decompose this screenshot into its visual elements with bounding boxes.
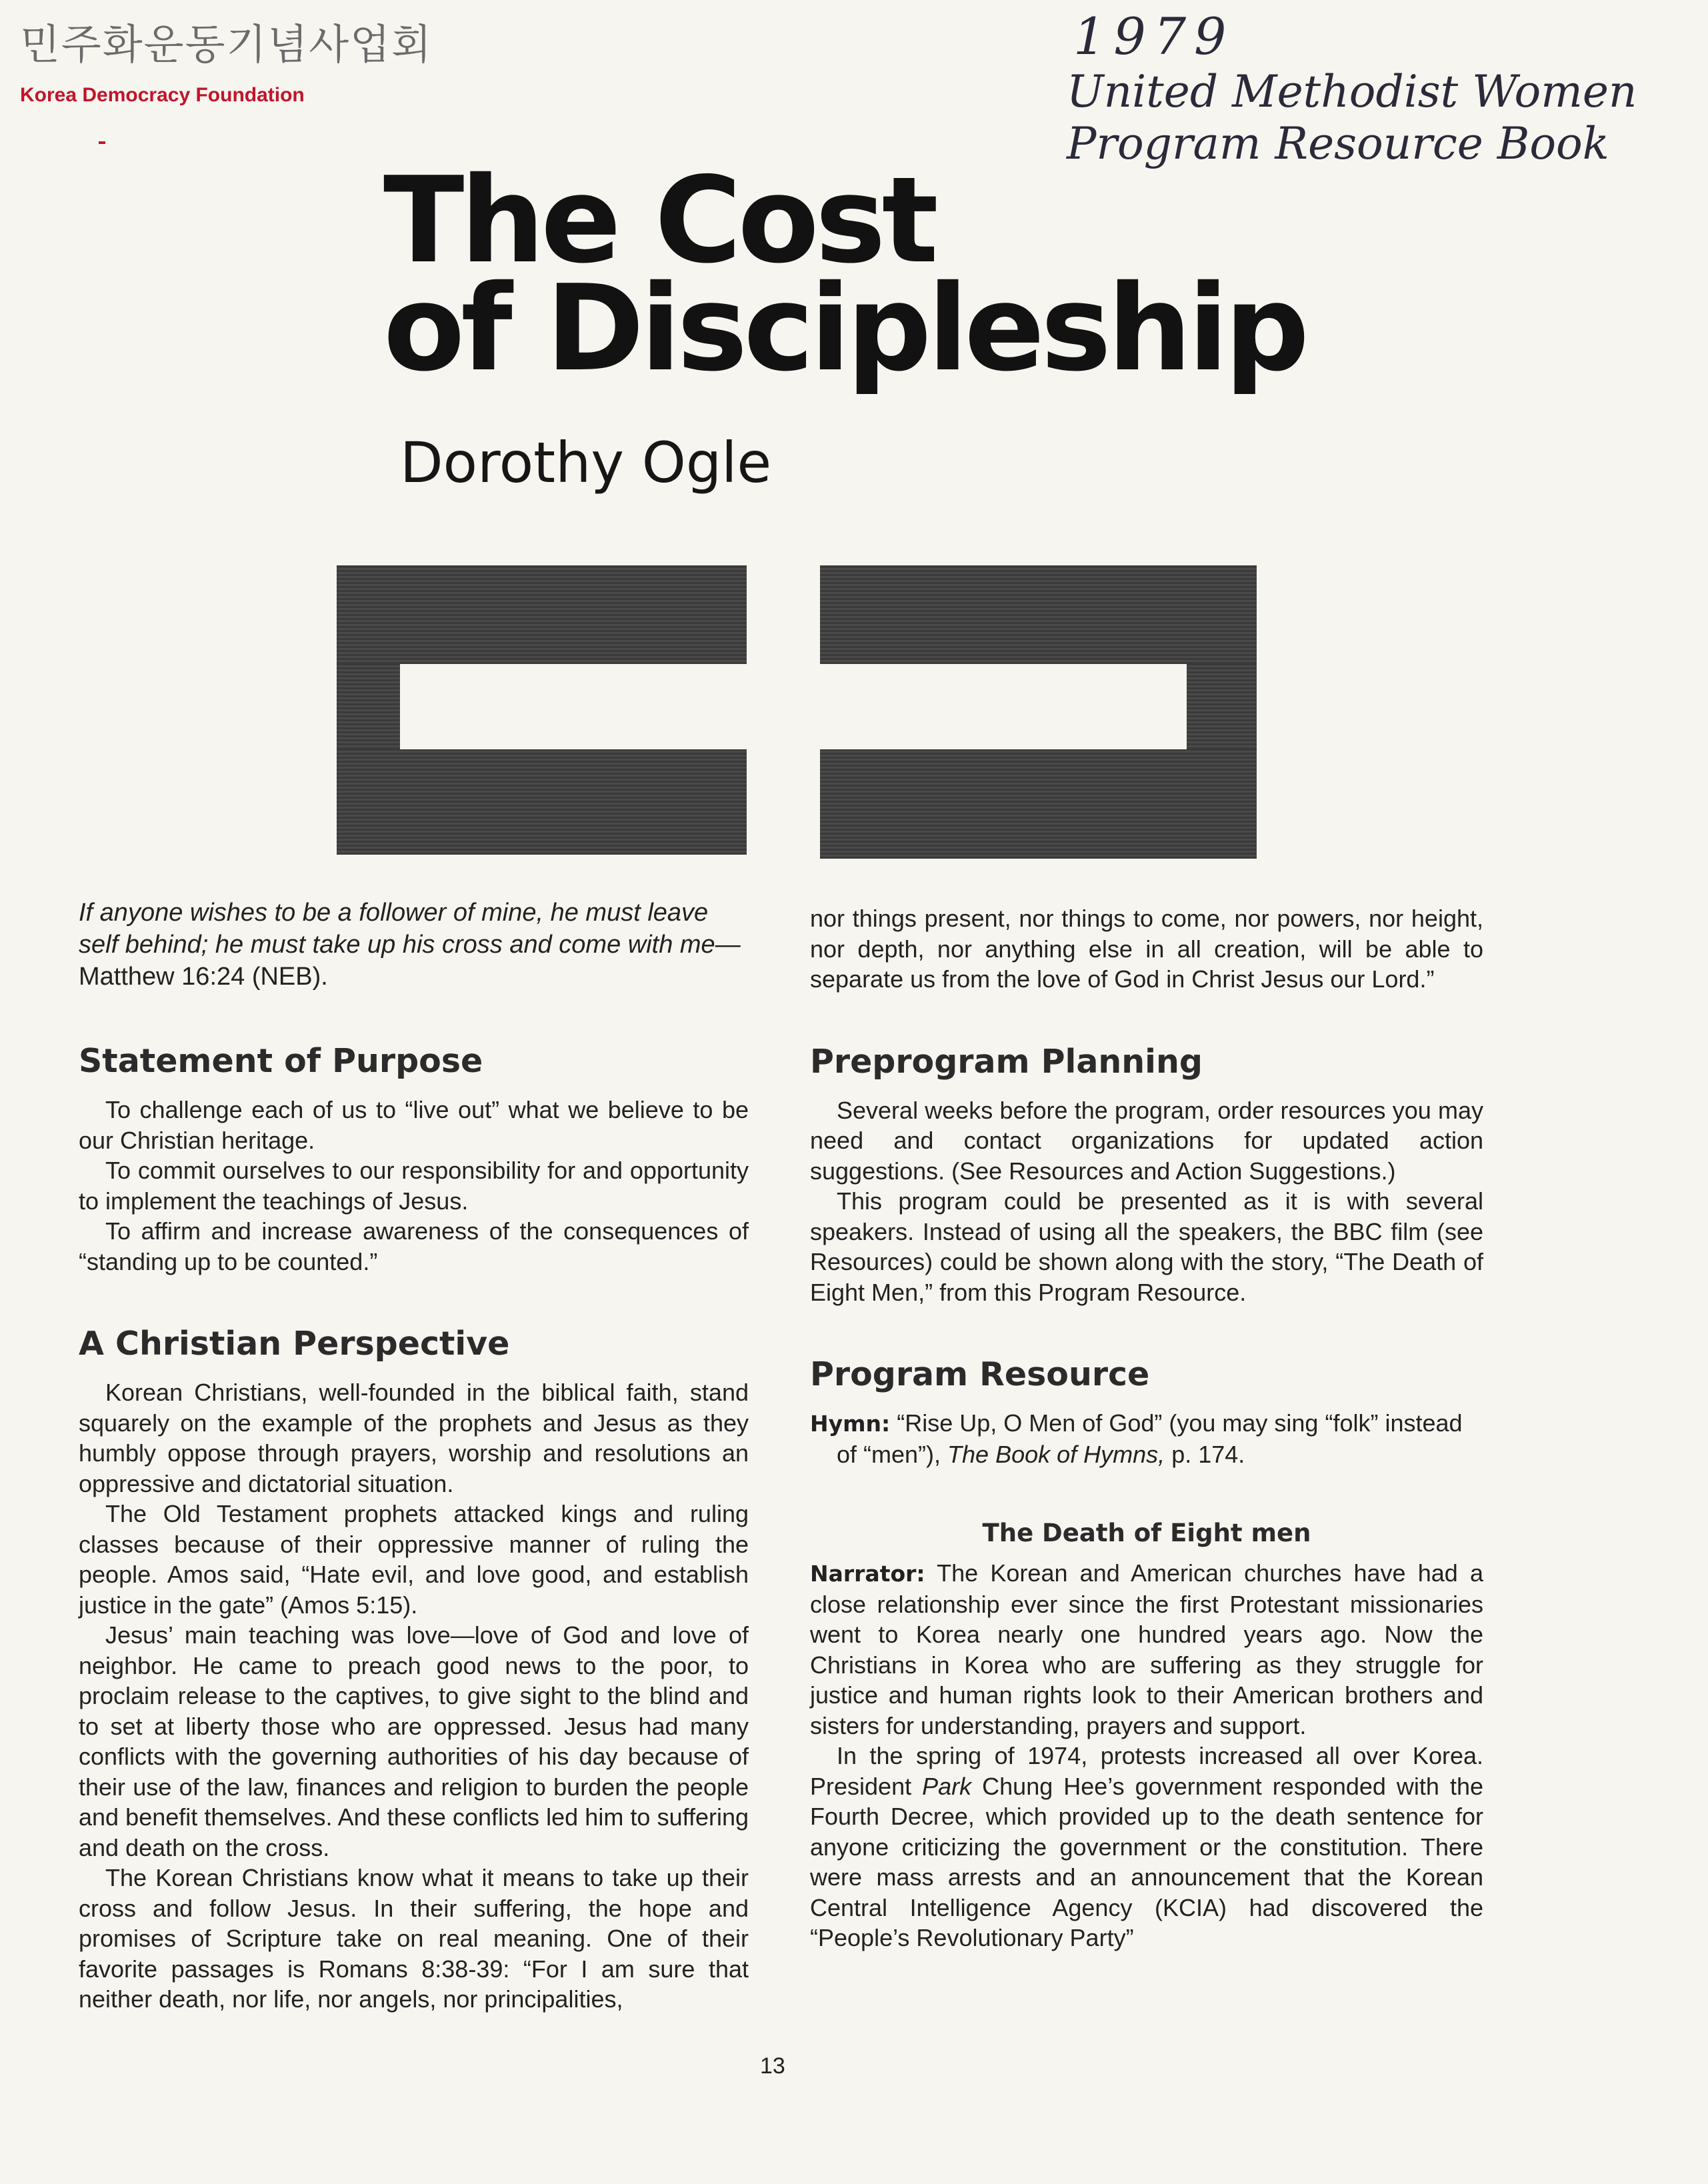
red-mark xyxy=(99,141,105,144)
cross-block-top-right xyxy=(820,565,1257,664)
heading-christian-perspective: A Christian Perspective xyxy=(79,1325,510,1363)
cross-block-bottom-left xyxy=(337,749,747,855)
story-title: The Death of Eight men xyxy=(982,1519,1311,1547)
cross-block-right-arm xyxy=(1187,664,1257,749)
epigraph xyxy=(79,897,749,993)
perspective-paragraph-2: The Old Testament prophets attacked kings and ruling classes because of their oppressive manner of ruling the people. Amos said, “Hate evil, and love good, and establish justice in the gate” (Amos 5:15). xyxy=(79,1500,749,1619)
story-paragraph-2-a: In the spring of 1974, protests increased all over Korea. President xyxy=(810,1742,1483,1800)
narrator-text: The Korean and American churches have had a close relationship ever since the first Protestant missionaries went to Korea nearly one hundred years ago. Now the Christians in Korea who are suffering as they struggle for justice and human rights look to their American brothers and sisters for understanding, prayers and support. xyxy=(810,1559,1483,1739)
cross-block-top-left xyxy=(337,565,747,664)
perspective-paragraph-1: Korean Christians, well-founded in the biblical faith, stand squarely on the example of the prophets and Jesus as they humbly oppose through prayers, worship and resolutions an oppressive and dictatorial situation. xyxy=(79,1379,749,1497)
narrator-paragraph xyxy=(810,1558,1483,1741)
story-paragraph-2-b: Chung Hee’s government responded with the Fourth Decree, which provided up to the death sentence for anyone criticizing the government or the constitution. There were mass arrests and an announcement that the Korean Central Intelligence Agency (KCIA) had discovered the “People’s Revolutionary Party” xyxy=(810,1772,1483,1951)
perspective-paragraph-3: Jesus’ main teaching was love—love of God and love of neighbor. He came to preach good news to the poor, to proclaim release to the captives, to give sight to the blind and to set at liberty those who are oppressed. Jesus had many conflicts with the governing authorities of his day because of their use of the law, finances and religion to burden the people and benefit themselves. And these conflicts led him to suffering and death on the cross. xyxy=(79,1621,749,1861)
foundation-logo xyxy=(20,20,433,107)
epigraph-quote: If anyone wishes to be a follower of mine, he must leave self behind; he must take up his cross and come with me xyxy=(79,899,715,959)
purpose-paragraph-1: To challenge each of us to “live out” what we believe to be our Christian heritage. xyxy=(79,1096,749,1154)
handwritten-line-1: United Methodist Women xyxy=(1067,66,1637,117)
page-number: 13 xyxy=(760,2053,785,2079)
left-column xyxy=(79,897,749,2015)
heading-program-resource: Program Resource xyxy=(810,1355,1150,1393)
title-line-2: of Discipleship xyxy=(383,259,1306,397)
article-title xyxy=(383,151,1306,397)
logo-korean-text: 민주화운동기념사업회 xyxy=(20,20,433,69)
planning-paragraph-1: Several weeks before the program, order resources you may need and contact organizations for updated action suggestions. (See Resources and Action Suggestions.) xyxy=(810,1096,1483,1185)
purpose-paragraph-2: To commit ourselves to our responsibility for and opportunity to implement the teachings of Jesus. xyxy=(79,1157,749,1215)
hymn-line xyxy=(810,1408,1483,1469)
planning-paragraph-2: This program could be presented as it is with several speakers. Instead of using all the speakers, the BBC film (see Resources) could be shown along with the story, “The Death of Eight Men,” from this Program Resource. xyxy=(810,1187,1483,1306)
right-column xyxy=(810,903,1483,1953)
purpose-paragraph-3: To affirm and increase awareness of the consequences of “standing up to be counted.” xyxy=(79,1217,749,1275)
title-line-1: The Cost xyxy=(383,151,935,289)
perspective-continuation: nor things present, nor things to come, nor powers, nor height, nor depth, nor anything else in all creation, will be able to separate us from the love of God in Christ Jesus our Lord.” xyxy=(810,905,1483,993)
heading-preprogram-planning: Preprogram Planning xyxy=(810,1042,1203,1081)
hymn-text: “Rise Up, O Men of God” (you may sing “folk” instead of “men”), xyxy=(837,1409,1463,1468)
story-paragraph-2 xyxy=(810,1741,1483,1953)
hymn-label: Hymn: xyxy=(810,1411,891,1437)
logo-english-text: Korea Democracy Foundation xyxy=(20,84,305,106)
epigraph-citation: —Matthew 16:24 (NEB). xyxy=(79,931,741,991)
story-paragraph-2-name: Park xyxy=(922,1772,972,1800)
article-author: Dorothy Ogle xyxy=(400,430,772,495)
handwritten-line-2: Program Resource Book xyxy=(1067,117,1609,169)
handwritten-note xyxy=(1067,7,1693,170)
cross-block-bottom-right xyxy=(820,749,1257,859)
perspective-paragraph-4: The Korean Christians know what it means to take up their cross and follow Jesus. In their suffering, the hope and promises of Scripture take on real meaning. One of their favorite passages is Romans 8:38-39: “For I am sure that neither death, nor life, nor angels, nor principalities, xyxy=(79,1864,749,2013)
heading-statement-of-purpose: Statement of Purpose xyxy=(79,1042,483,1080)
hymn-book: The Book of Hymns, xyxy=(947,1440,1165,1468)
cross-block-left-arm xyxy=(337,664,400,749)
narrator-label: Narrator: xyxy=(810,1561,925,1587)
handwritten-year: 1979 xyxy=(1073,7,1235,66)
cross-graphic xyxy=(337,565,1257,859)
hymn-page: p. 174. xyxy=(1171,1440,1245,1468)
